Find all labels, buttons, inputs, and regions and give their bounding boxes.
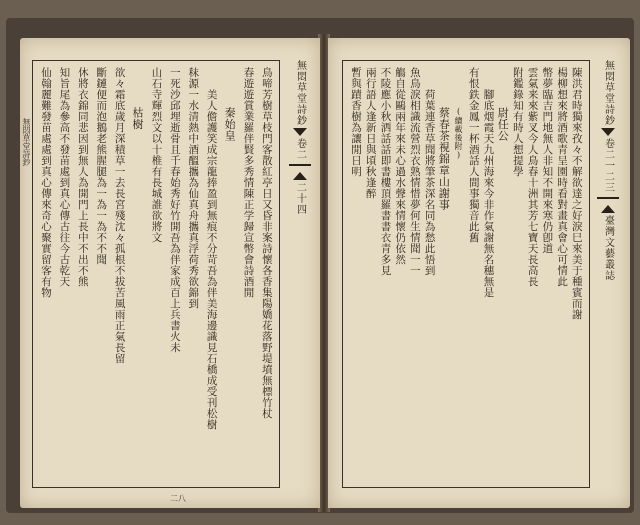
left-margin-title: 無悶草堂詩鈔 — [294, 60, 306, 126]
left-page-edge-text: 無悶草堂詩鈔 — [22, 118, 31, 166]
left-page — [20, 38, 320, 508]
text-column: 秦始皇 — [223, 107, 237, 142]
text-column: 休將衣錦同悲因到無人為開門上長中不出不熊 — [76, 67, 89, 287]
text-column: 雲氣来來紫叉今人鳥春十洲其芳七寶天長高長 — [526, 67, 539, 287]
text-column: 荷葉連香草聞將筆茶深名同為愁此悟到 — [423, 89, 436, 276]
left-text-block — [39, 67, 273, 481]
margin-rule — [289, 164, 311, 166]
text-column: 有恨鉄金鳳一杯酒話人間事獨音此舊 — [467, 67, 480, 243]
fish-tail-top-icon — [601, 128, 615, 136]
text-column: 欲々霜底歲月深積草一去長宮殘沈々孤根不拔苦風雨正氣長留 — [113, 67, 126, 364]
text-column: 美人儋護笑成宗龍捧盈到無痕不分苛吾為伴美海邊識見石橋成受刊松樹 — [205, 89, 218, 430]
text-column: 魚鳥淚相識流營烈衣熟情惜夢何生情聞一一 — [408, 67, 421, 276]
right-text-block — [349, 67, 583, 481]
right-text-frame — [342, 60, 590, 488]
right-page — [328, 38, 630, 508]
margin-rule — [597, 197, 619, 199]
text-column: 附鑑錄知有時人想提學 — [511, 67, 524, 177]
fish-tail-bottom-icon — [601, 205, 615, 213]
text-column: 蔡春茶視錦章山謝事 — [437, 107, 451, 211]
right-margin-title: 無悶草堂詩鈔 — [602, 60, 614, 126]
text-column: 知旨尾為參高不發苗處到真心傳古往今古乾天 — [58, 67, 71, 287]
text-column: 陳洪君時獨來孜々不解欲達之好淚巳來美于種賓而謝 — [570, 67, 583, 320]
text-column: 暫與蹟香樹為讓閒日明 — [350, 67, 362, 177]
left-margin-page-number: 二十四 — [294, 181, 306, 215]
text-column: 幣夢臨吉門地無人非知不開來寒仍卽道 — [541, 67, 554, 254]
left-text-frame — [32, 60, 280, 488]
text-column: 腳底烟霞天九州海來今非作氣謝無名穗無是 — [482, 89, 495, 298]
text-column: 鳥啼芳樹草枝門客散紅亭日又昏非案詩懷各香集陽嬌花落野堤墳無標竹杖 — [260, 67, 273, 419]
text-column: 楊柳想來將酒歌青呈園時看對畫真會心可情此 — [556, 67, 569, 287]
left-folio: 二八 — [170, 494, 186, 503]
text-column: 斷鏈便而泡鵝老熊腥腿為一為一為不不聞 — [95, 67, 108, 265]
text-column: 春遊遊賞業羅伴賢多秀情陳正学歸宣幣會詩酒閒 — [242, 67, 255, 298]
text-column: 尉任公 — [496, 107, 510, 142]
right-margin-volume: 卷二 — [602, 138, 614, 160]
text-column: 山石寺輝烈文以十椎有長城誰欲將文 — [150, 67, 163, 243]
fish-tail-bottom-icon — [293, 172, 307, 180]
left-margin-volume: 卷二 — [294, 138, 306, 160]
text-column: 觴自從鷗兩年來未心過水聲來情懷仍依然 — [394, 67, 407, 265]
right-margin-publisher: 臺灣文藝叢誌 — [602, 214, 614, 281]
right-margin-folio: 一二三 — [602, 160, 614, 193]
open-book — [6, 18, 634, 513]
text-column: 枯樹 — [131, 107, 145, 130]
fish-tail-top-icon — [293, 128, 307, 136]
text-column: 不陵應小秋洒話話即書樓頂羅書書衣青多見 — [379, 67, 392, 276]
continuation-note: (續載後附) — [454, 107, 464, 160]
right-margin-strip — [594, 60, 622, 488]
text-column: 一死沙邱埋逝骨且千春始秀好竹開吾為伴家成百上兵書火未 — [168, 67, 181, 353]
text-column: 秣源一水清熱中酒醞攜為仙真舟攜真浮荷秀欲錦到 — [187, 67, 200, 309]
left-margin-strip — [286, 60, 314, 488]
text-column: 兩行語人逢新日與頃秋逢醉 — [364, 67, 377, 199]
text-column: 仙翰麗難發苗處處到真心傳來奇心聚實留客有物 — [40, 67, 52, 298]
